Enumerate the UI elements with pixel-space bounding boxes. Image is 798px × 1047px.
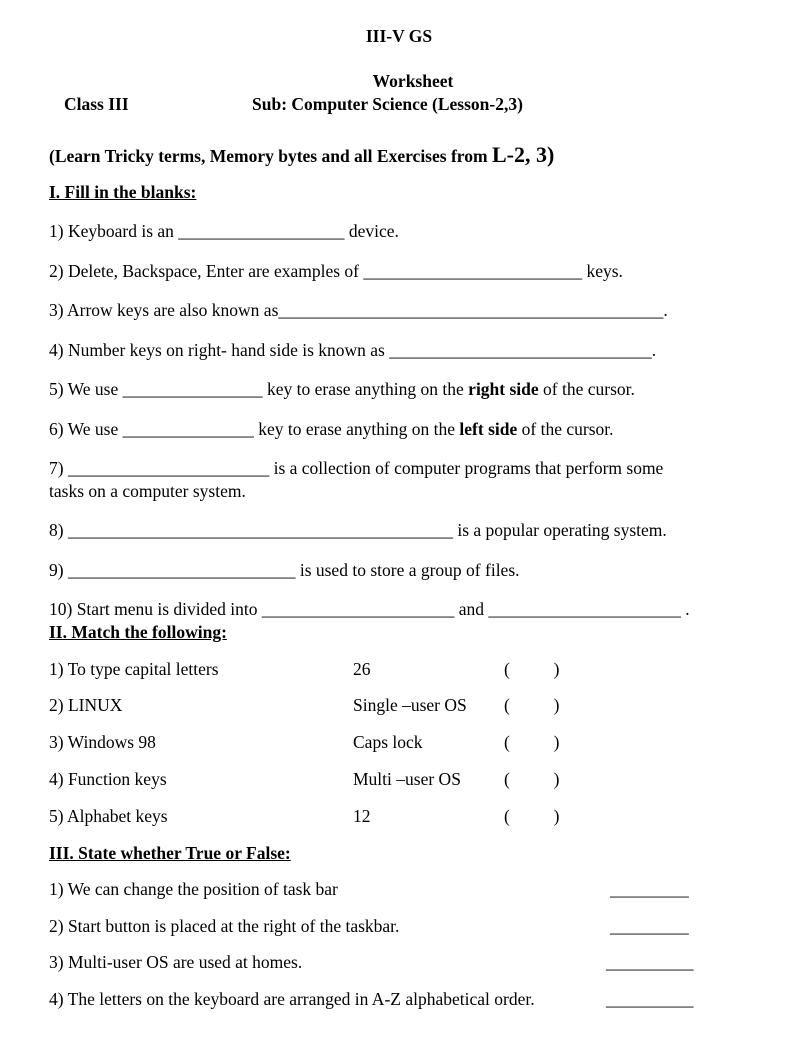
true-false-blank: __________ bbox=[606, 989, 694, 1009]
section-1-heading: I. Fill in the blanks: bbox=[49, 182, 197, 202]
match-left-item: 4) Function keys bbox=[49, 769, 167, 789]
match-right-item: Multi –user OS bbox=[353, 769, 461, 789]
true-false-statement: 4) The letters on the keyboard are arranged in A-Z alphabetical order. bbox=[49, 989, 535, 1009]
fill-blank-item: 1) Keyboard is an ___________________ device. bbox=[49, 221, 399, 241]
school-name: III-V GS bbox=[365, 26, 433, 46]
fill-blank-item: 9) __________________________ is used to store a group of files. bbox=[49, 560, 520, 580]
fill-blank-item: 10) Start menu is divided into ______________________ and ______________________ . bbox=[49, 599, 690, 619]
match-right-item: 26 bbox=[353, 659, 371, 679]
fill-blank-item: 7) _______________________ is a collection of computer programs that perform some bbox=[49, 458, 664, 478]
match-right-item: Caps lock bbox=[353, 732, 423, 752]
fill-blank-item: 8) ____________________________________________ is a popular operating system. bbox=[49, 520, 667, 540]
section-2-heading: II. Match the following: bbox=[49, 622, 227, 642]
item-text: of the cursor. bbox=[517, 419, 614, 439]
fill-blank-item: 4) Number keys on right- hand side is known as ______________________________. bbox=[49, 340, 657, 360]
worksheet-title: Worksheet bbox=[372, 71, 454, 91]
section-3-heading: III. State whether True or False: bbox=[49, 843, 291, 863]
match-left-item: 3) Windows 98 bbox=[49, 732, 156, 752]
true-false-statement: 1) We can change the position of task bar bbox=[49, 879, 338, 899]
match-answer-bracket: ( ) bbox=[504, 695, 560, 715]
item-text: 6) We use _______________ key to erase anything on the bbox=[49, 419, 460, 439]
instruction-line bbox=[49, 142, 554, 168]
match-answer-bracket: ( ) bbox=[504, 659, 560, 679]
true-false-statement: 3) Multi-user OS are used at homes. bbox=[49, 952, 303, 972]
true-false-blank: __________ bbox=[606, 952, 694, 972]
match-left-item: 2) LINUX bbox=[49, 695, 123, 715]
fill-blank-item bbox=[49, 419, 614, 440]
match-right-item: Single –user OS bbox=[353, 695, 467, 715]
fill-blank-item bbox=[49, 379, 635, 400]
fill-blank-item: 2) Delete, Backspace, Enter are examples of _________________________ keys. bbox=[49, 261, 623, 281]
true-false-blank: _________ bbox=[610, 879, 689, 899]
item-text: 5) We use ________________ key to erase anything on the bbox=[49, 379, 469, 399]
instruction-lessons: L-2, 3) bbox=[491, 142, 555, 167]
class-label: Class III bbox=[64, 94, 129, 114]
match-left-item: 5) Alphabet keys bbox=[49, 806, 168, 826]
match-right-item: 12 bbox=[353, 806, 371, 826]
match-left-item: 1) To type capital letters bbox=[49, 659, 219, 679]
true-false-statement: 2) Start button is placed at the right of the taskbar. bbox=[49, 916, 400, 936]
true-false-blank: _________ bbox=[610, 916, 689, 936]
subject-label: Sub: Computer Science (Lesson-2,3) bbox=[252, 94, 523, 114]
fill-blank-item-continuation: tasks on a computer system. bbox=[49, 481, 246, 501]
item-bold-text: left side bbox=[459, 419, 518, 439]
match-answer-bracket: ( ) bbox=[504, 806, 560, 826]
match-answer-bracket: ( ) bbox=[504, 769, 560, 789]
fill-blank-item: 3) Arrow keys are also known as____________________________________________. bbox=[49, 300, 668, 320]
item-text: of the cursor. bbox=[538, 379, 635, 399]
item-bold-text: right side bbox=[468, 379, 539, 399]
instruction-text: (Learn Tricky terms, Memory bytes and all Exercises from bbox=[49, 146, 492, 166]
match-answer-bracket: ( ) bbox=[504, 732, 560, 752]
